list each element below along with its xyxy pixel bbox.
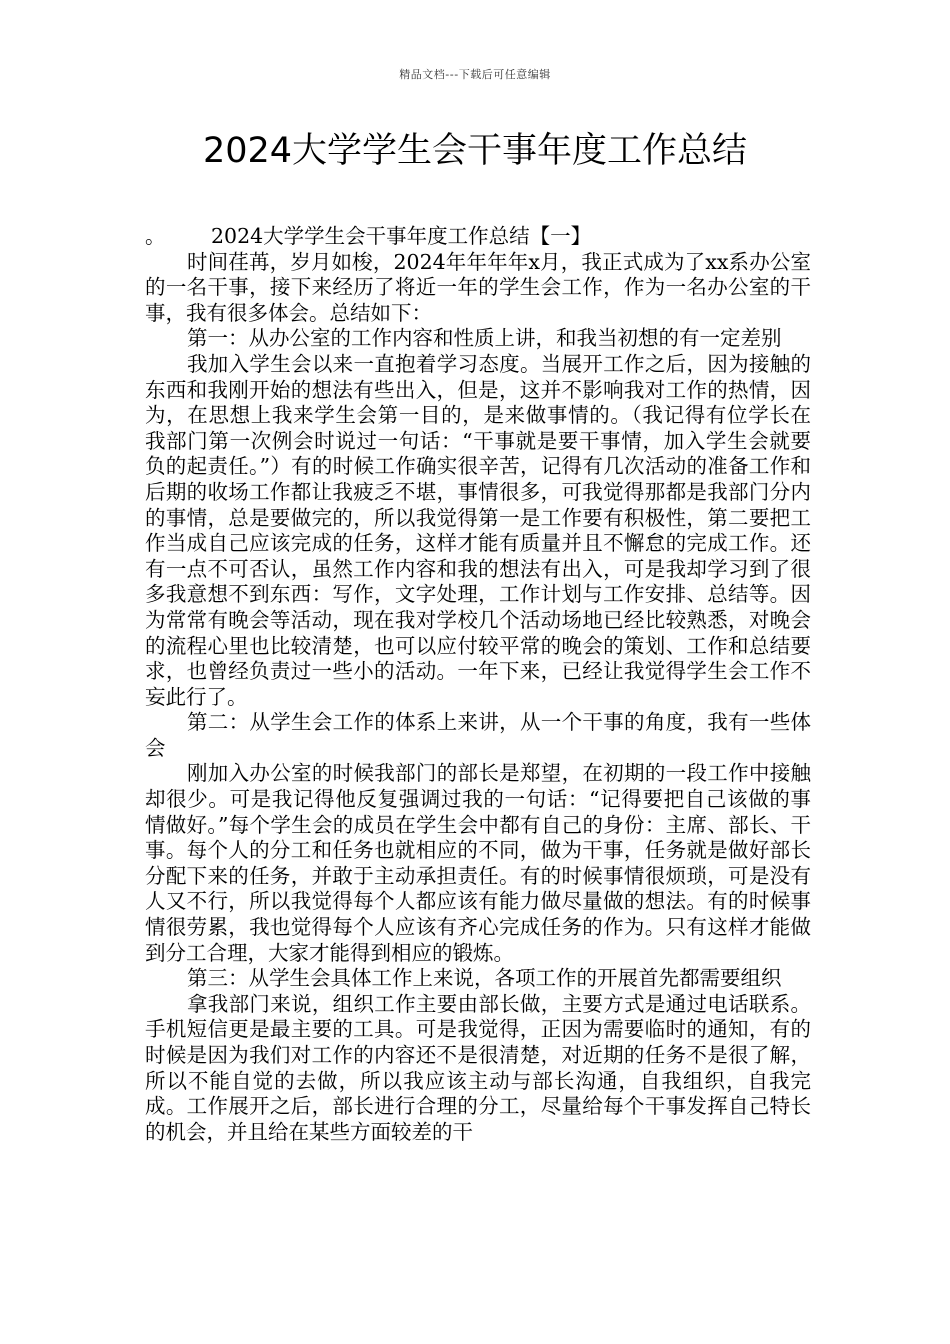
paragraph-point-two: 刚加入办公室的时候我部门的部长是郑望，在初期的一段工作中接触却很少。可是我记得他反复强调过我的一句话：“记得要把自己该做的事情做好。”每个学生会的成员在学生会中都有自己的身份：主席、部长、干事。每个人的分工和任务也就相应的不同，做为干事，任务就是做好部长分配下来的任务，并敢于主动承担责任。有的时候事情很烦琐，可是没有人又不行，所以我觉得每个人都应该有能力做尽量做的想法。有的时候事情很劳累，我也觉得每个人应该有齐心完成任务的作为。只有这样才能做到分工合理，大家才能得到相应的锻炼。 bbox=[145, 761, 811, 965]
paragraph-point-three: 拿我部门来说，组织工作主要由部长做，主要方式是通过电话联系。手机短信更是最主要的工具。可是我觉得，正因为需要临时的通知，有的时候是因为我们对工作的内容还不是很清楚，对近期的任务不是很了解，所以不能自觉的去做，所以我应该主动与部长沟通，自我组织，自我完成。工作展开之后，部长进行合理的分工，尽量给每个干事发挥自己特长的机会，并且给在某些方面较差的干 bbox=[145, 991, 811, 1144]
point-two-heading: 第二：从学生会工作的体系上来讲，从一个干事的角度，我有一些体会 bbox=[145, 710, 811, 760]
section-heading: 2024大学学生会干事年度工作总结【一】 bbox=[211, 224, 592, 248]
section-heading-line bbox=[145, 224, 811, 250]
point-three-heading: 第三：从学生会具体工作上来说，各项工作的开展首先都需要组织 bbox=[187, 966, 782, 991]
page-header-note: 精品文档---下载后可任意编辑 bbox=[399, 68, 551, 81]
paragraph-point-one: 我加入学生会以来一直抱着学习态度。当展开工作之后，因为接触的东西和我刚开始的想法有些出入，但是，这并不影响我对工作的热情，因为，在思想上我来学生会第一目的，是来做事情的。（我记得有位学长在我部门第一次例会时说过一句话：“干事就是要干事情，加入学生会就要负的起责任。”）有的时候工作确实很辛苦，记得有几次活动的准备工作和后期的收场工作都让我疲乏不堪，事情很多，可我觉得那都是我部门分内的事情，总是要做完的，所以我觉得第一是工作要有积极性，第二要把工作当成自己应该完成的任务，这样才能有质量并且不懈怠的完成工作。还有一点不可否认，虽然工作内容和我的想法有出入，可是我却学习到了很多我意想不到东西：写作，文字处理，工作计划与工作安排、总结等。因为常常有晚会等活动，现在我对学校几个活动场地已经比较熟悉，对晚会的流程心里也比较清楚，也可以应付较平常的晚会的策划、工作和总结要求，也曾经负责过一些小的活动。一年下来，已经让我觉得学生会工作不妄此行了。 bbox=[145, 351, 811, 709]
paragraph-intro: 时间荏苒，岁月如梭，2024年年年年x月，我正式成为了xx系办公室的一名干事，接下来经历了将近一年的学生会工作，作为一名办公室的干事，我有很多体会。总结如下： bbox=[145, 249, 811, 325]
document-body bbox=[145, 224, 811, 1145]
point-one-heading: 第一：从办公室的工作内容和性质上讲，和我当初想的有一定差别 bbox=[187, 326, 782, 351]
document-title: 2024大学学生会干事年度工作总结 bbox=[202, 131, 748, 171]
section-marker: 。 bbox=[145, 224, 166, 248]
